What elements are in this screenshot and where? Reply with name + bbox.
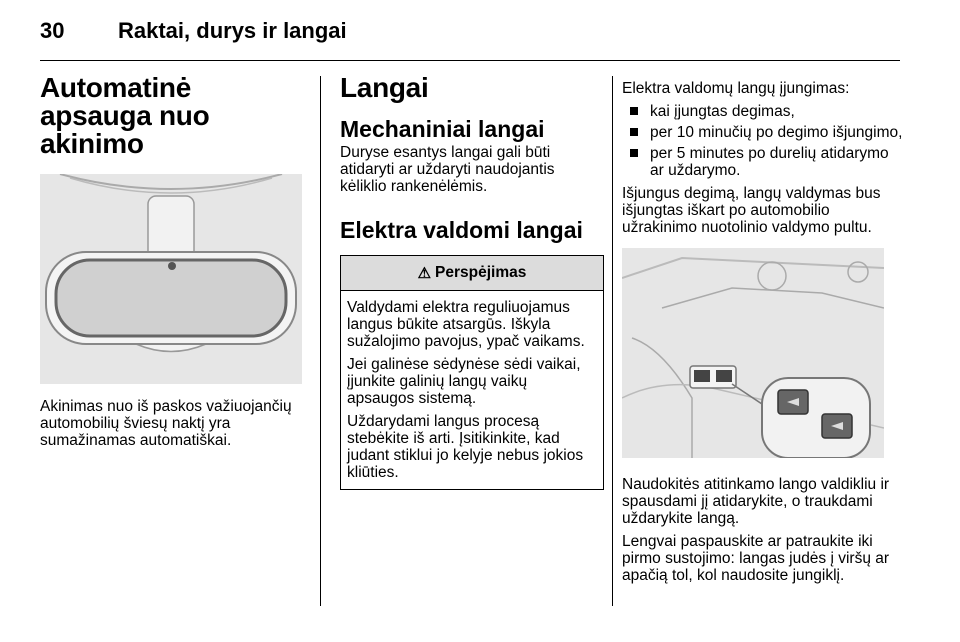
column-2 <box>340 74 602 490</box>
bullet-square-icon <box>630 149 638 157</box>
ignition-off-text: Išjungus degimą, langų valdymas bus išjungtas iškart po automobilio užrakinimo nuotolinio valdymo pultu. <box>622 185 881 236</box>
warning-header <box>341 256 603 291</box>
page-header <box>40 12 920 52</box>
page-number: 30 <box>40 18 65 43</box>
column-divider-1 <box>320 76 321 606</box>
column-3 <box>622 80 904 584</box>
antiglare-caption: Akinimas nuo iš paskos važiuojančių automobilių šviesų naktį yra sumažinamas automatiškai. <box>40 398 292 449</box>
warning-text-3: Uždarydami langus procesą stebėkite iš arti. Įsitikinkite, kad judant stiklui jo kelyje nebus jokios kliūties. <box>347 413 584 481</box>
list-item: per 5 minutes po durelių atidarymo ar uždarymo. <box>622 145 904 179</box>
column-1 <box>40 74 308 449</box>
warning-title: Perspėjimas <box>435 264 527 281</box>
manual-windows-text: Duryse esantys langai gali būti atidaryti ar uždaryti naudojantis kėliklio rankenėlėmis. <box>340 144 555 195</box>
rearview-mirror-drawing <box>40 174 302 384</box>
window-switch-illustration <box>622 248 884 458</box>
mirror-illustration <box>40 174 302 384</box>
warning-box <box>340 255 604 490</box>
bullet-square-icon <box>630 107 638 115</box>
subheading-manual-windows: Mechaniniai langai <box>340 116 545 142</box>
warning-text-1: Valdydami elektra reguliuojamus langus būkite atsargūs. Iškyla sužalojimo pavojus, ypač vaikams. <box>347 299 585 350</box>
door-switch-drawing <box>622 248 884 458</box>
header-rule <box>40 60 900 61</box>
column-divider-2 <box>612 76 613 606</box>
list-item: kai įjungtas degimas, <box>622 103 904 120</box>
power-windows-intro: Elektra valdomų langų įjungimas: <box>622 80 850 97</box>
warning-text-2: Jei galinėse sėdynėse sėdi vaikai, įjunkite galinių langų vaikų apsaugos sistemą. <box>347 356 581 407</box>
activation-list <box>622 103 904 179</box>
warning-body <box>341 291 603 489</box>
list-item: per 10 minučių po degimo išjungimo, <box>622 124 904 141</box>
warning-triangle-icon: ⚠ <box>417 265 432 282</box>
bullet-square-icon <box>630 128 638 136</box>
section-heading-windows: Langai <box>340 72 429 103</box>
section-heading-antiglare: Automatinė apsauga nuo akinimo <box>40 72 210 159</box>
first-stop-text: Lengvai paspauskite ar patraukite iki pirmo sustojimo: langas judės į viršų ar apačią tol, kol naudosite jungiklį. <box>622 533 890 584</box>
subheading-power-windows: Elektra valdomi langai <box>340 217 583 243</box>
switch-usage-text: Naudokitės atitinkamo lango valdikliu ir spausdami jį atidarykite, o traukdami uždarykite langą. <box>622 476 890 527</box>
running-title: Raktai, durys ir langai <box>118 18 347 43</box>
